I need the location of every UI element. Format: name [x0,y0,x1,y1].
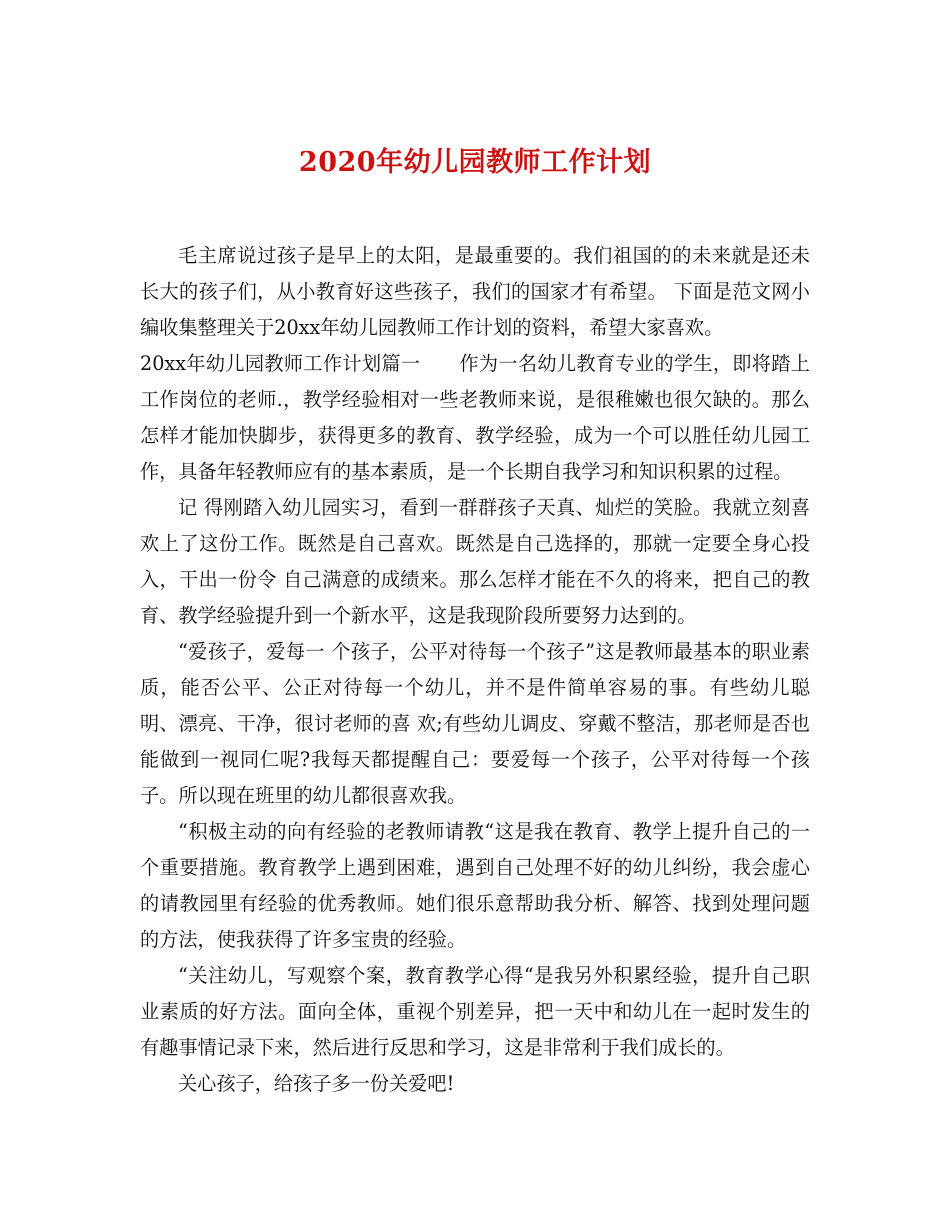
document-body [140,238,810,1102]
paragraph-intro: 毛主席说过孩子是早上的太阳，是最重要的。我们祖国的的未来就是还未长大的孩子们，从小教育好这些孩子，我们的国家才有希望。 下面是范文网小编收集整理关于20xx年幼儿园教师工作计划的资料，希望大家喜欢。 [140,244,810,339]
paragraph-section-one: 20xx年幼儿园教师工作计划篇一 作为一名幼儿教育专业的学生，即将踏上工作岗位的老师.，教学经验相对一些老教师来说，是很稚嫩也很欠缺的。那么怎样才能加快脚步，获得更多的教育、教学经验，成为一个可以胜任幼儿园工作，具备年轻教师应有的基本素质，是一个长期自我学习和知识积累的过程。 [140,352,810,483]
paragraph-closing: 关心孩子，给孩子多一份关爱吧! [178,1072,455,1095]
document-title: 2020年幼儿园教师工作计划 [298,147,652,178]
paragraph-observation: “关注幼儿，写观察个案，教育教学心得“是我另外积累经验，提升自己职业素质的好方法。面向全体，重视个别差异，把一天中和幼儿在一起时发生的有趣事情记录下来，然后进行反思和学习，这是非常利于我们成长的。 [140,964,810,1059]
paragraph-love-children: “爱孩子，爱每一 个孩子，公平对待每一个孩子”这是教师最基本的职业素质，能否公平、公正对待每一个幼儿，并不是件简单容易的事。有些幼儿聪明、漂亮、干净，很讨老师的喜 欢;有些幼儿调皮、穿戴不整洁，那老师是否也能做到一视同仁呢?我每天都提醒自己：要爱每一个孩子，公平对待每一个孩子。所以现在班里的幼儿都很喜欢我。 [140,640,810,807]
paragraph-learn-from-teachers: “积极主动的向有经验的老教师请教“这是我在教育、教学上提升自己的一个重要措施。教育教学上遇到困难，遇到自己处理不好的幼儿纠纷，我会虚心的请教园里有经验的优秀教师。她们很乐意帮助我分析、解答、找到处理问题的方法，使我获得了许多宝贵的经验。 [140,820,810,951]
paragraph-internship: 记 得刚踏入幼儿园实习，看到一群群孩子天真、灿烂的笑脸。我就立刻喜欢上了这份工作。既然是自己喜欢。既然是自己选择的，那就一定要全身心投入，干出一份令 自己满意的成绩来。那么怎样才能在不久的将来，把自己的教育、教学经验提升到一个新水平，这是我现阶段所要努力达到的。 [140,496,810,627]
